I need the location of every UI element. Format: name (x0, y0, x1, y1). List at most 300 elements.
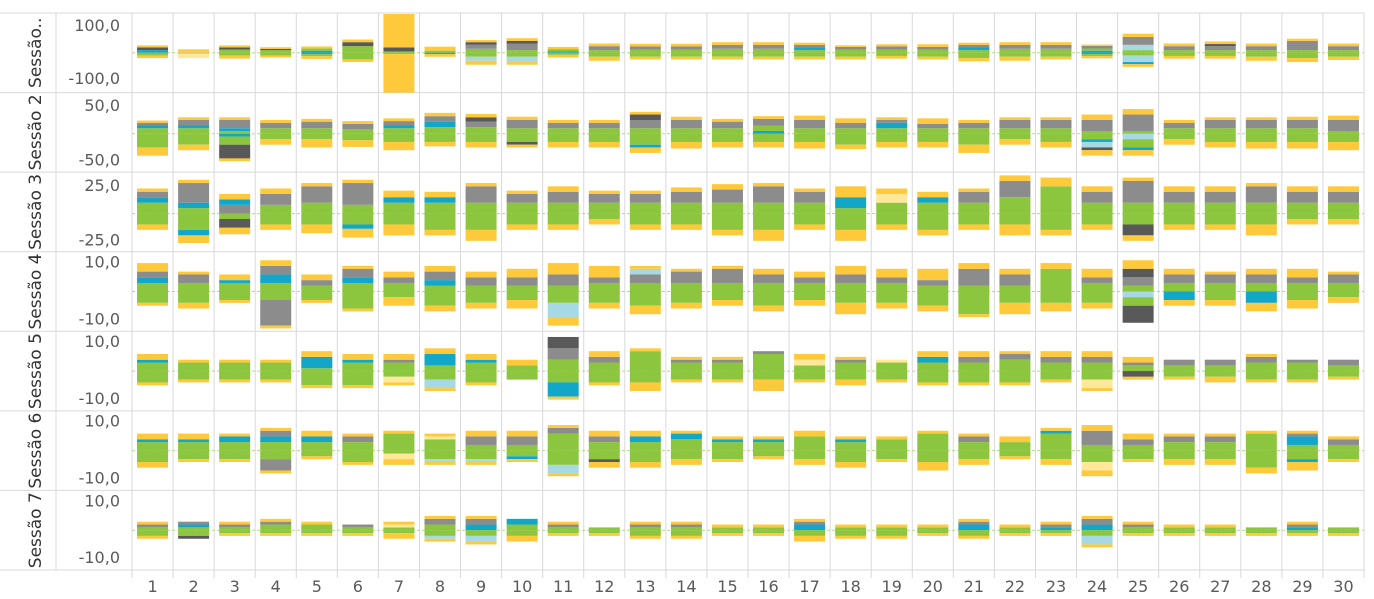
bar-segment (466, 286, 497, 292)
bar-segment (671, 530, 702, 536)
bar-segment (835, 50, 866, 53)
bar-segment (958, 286, 989, 292)
bar-segment (1041, 269, 1072, 292)
bar-segment (301, 119, 332, 122)
bar-segment (548, 525, 579, 528)
bar-segment (425, 525, 456, 531)
bar-segment (342, 436, 373, 442)
bar-segment (1164, 533, 1195, 536)
bar-segment (1246, 134, 1277, 142)
bar-segment (1082, 425, 1113, 431)
bar-segment (630, 120, 661, 128)
bar-segment (1287, 117, 1318, 120)
bar-segment (630, 442, 661, 451)
bar-segment (178, 371, 209, 380)
bar-segment (383, 292, 414, 298)
bar-segment (876, 303, 907, 309)
bar-segment (383, 197, 414, 202)
bar-segment (1205, 120, 1236, 128)
bar-segment (835, 283, 866, 292)
bar-segment (958, 382, 989, 385)
bar-segment (1328, 44, 1359, 47)
bar-segment (137, 382, 168, 385)
bar-segment (260, 50, 291, 53)
bar-segment (137, 354, 168, 360)
bar-segment (219, 134, 250, 137)
y-tick-label: 10,0 (84, 491, 120, 511)
bar-segment (794, 380, 825, 383)
bar-segment (260, 214, 291, 225)
bar-segment (219, 194, 250, 199)
bar-segment (589, 266, 620, 277)
bar-segment (1082, 186, 1113, 191)
bar-segment (1287, 380, 1318, 383)
bar-segment (1164, 530, 1195, 533)
bar-segment (548, 128, 579, 133)
bar-segment (589, 436, 620, 442)
bar-segment (1041, 178, 1072, 187)
bar-segment (1123, 297, 1154, 306)
bar-segment (589, 53, 620, 57)
bar-segment (753, 125, 784, 130)
bar-segment (260, 194, 291, 205)
bar-segment (630, 371, 661, 382)
y-tick-label: -100,0 (68, 68, 120, 88)
bar-segment (589, 214, 620, 219)
bar-segment (1123, 377, 1154, 380)
bar-segment (1123, 434, 1154, 440)
bar-segment (342, 527, 373, 530)
bar-segment (589, 57, 620, 61)
bar-segment (301, 134, 332, 139)
bar-segment (178, 128, 209, 133)
bar-segment (835, 451, 866, 462)
bar-segment (876, 363, 907, 372)
bar-segment (1123, 62, 1154, 64)
bar-segment (425, 280, 456, 286)
x-tick-label: 21 (963, 577, 985, 596)
bar-segment (507, 120, 538, 128)
bar-segment (917, 50, 948, 53)
bar-segment (301, 292, 332, 301)
bar-segment (1287, 192, 1318, 203)
bar-segment (342, 434, 373, 437)
bar-segment (1246, 44, 1277, 47)
bar-segment (1287, 525, 1318, 528)
bar-segment (137, 292, 168, 303)
bar-segment (753, 451, 784, 457)
bar-segment (466, 122, 497, 127)
bar-segment (1328, 120, 1359, 131)
bar-segment (137, 451, 168, 462)
bar-segment (301, 186, 332, 202)
bar-segment (589, 120, 620, 123)
bar-segment (671, 142, 702, 149)
bar-segment (507, 269, 538, 278)
bar-segment (219, 527, 250, 530)
bar-segment (260, 260, 291, 266)
bar-segment (301, 51, 332, 53)
bar-segment (671, 192, 702, 203)
bar-segment (917, 134, 948, 142)
bar-segment (342, 363, 373, 372)
bar-segment (425, 116, 456, 121)
bar-segment (671, 522, 702, 525)
bar-segment (753, 533, 784, 536)
bar-segment (917, 142, 948, 147)
bar-segment (137, 522, 168, 525)
bar-segment (671, 117, 702, 120)
bar-segment (1041, 357, 1072, 363)
bar-segment (589, 530, 620, 533)
bar-segment (1328, 186, 1359, 191)
bar-segment (137, 525, 168, 528)
bar-segment (1123, 530, 1154, 533)
bar-segment (794, 43, 825, 45)
bar-segment (1123, 357, 1154, 363)
bar-segment (507, 62, 538, 65)
bar-segment (342, 40, 373, 43)
y-tick-label: -50,0 (78, 150, 120, 170)
x-tick-label: 6 (352, 577, 363, 596)
bar-segment (260, 459, 291, 470)
bar-segment (1041, 45, 1072, 49)
bar-segment (137, 263, 168, 272)
bar-segment (712, 371, 743, 380)
bar-segment (999, 382, 1030, 385)
bar-segment (917, 214, 948, 230)
bar-segment (1164, 186, 1195, 191)
bar-segment (1287, 363, 1318, 372)
bar-segment (917, 124, 948, 128)
bar-segment (1205, 272, 1236, 275)
x-tick-label: 9 (475, 577, 487, 596)
bar-segment (1041, 363, 1072, 372)
bar-segment (999, 128, 1030, 133)
bar-segment (794, 522, 825, 525)
bar-segment (712, 292, 743, 301)
bar-segment (1246, 120, 1277, 128)
bar-segment (1164, 139, 1195, 144)
bar-segment (958, 263, 989, 269)
bar-segment (466, 303, 497, 309)
bar-segment (794, 142, 825, 149)
bar-segment (466, 462, 497, 465)
bar-segment (630, 50, 661, 53)
bar-segment (876, 371, 907, 380)
bar-segment (753, 306, 784, 312)
row-label: Sessão 7 (26, 492, 46, 569)
bar-segment (999, 354, 1030, 360)
bar-segment (260, 380, 291, 383)
bar-segment (1246, 468, 1277, 474)
bar-segment (219, 50, 250, 53)
bar-segment (876, 530, 907, 536)
bar-segment (1123, 286, 1154, 292)
bar-segment (917, 280, 948, 286)
bar-segment (835, 530, 866, 536)
bar-segment (383, 360, 414, 363)
bar-segment (1328, 371, 1359, 377)
bar-segment (219, 380, 250, 383)
x-tick-label: 30 (1333, 577, 1354, 596)
bar-segment (999, 134, 1030, 139)
bar-segment (1287, 269, 1318, 278)
bar-segment (1287, 451, 1318, 460)
bar-segment (835, 303, 866, 314)
bar-segment (383, 128, 414, 133)
bar-segment (630, 134, 661, 145)
bar-segment (958, 53, 989, 58)
bar-segment (1287, 527, 1318, 530)
bar-segment (835, 214, 866, 230)
bar-segment (917, 363, 948, 372)
bar-segment (383, 525, 414, 528)
bar-segment (671, 46, 702, 49)
bar-segment (1205, 283, 1236, 292)
bar-segment (466, 354, 497, 360)
bar-segment (1123, 150, 1154, 155)
bar-segment (630, 527, 661, 530)
bar-segment (342, 385, 373, 388)
bar-segment (425, 434, 456, 437)
bar-segment (548, 123, 579, 128)
bar-segment (671, 272, 702, 283)
bar-segment (1246, 57, 1277, 61)
bar-segment (671, 187, 702, 191)
bar-segment (1082, 525, 1113, 531)
bar-segment (1164, 525, 1195, 528)
bar-segment (1328, 142, 1359, 150)
bar-segment (301, 371, 332, 385)
bar-segment (1287, 186, 1318, 191)
bar-segment (1246, 183, 1277, 186)
bar-segment (219, 274, 250, 280)
bar-segment (137, 442, 168, 451)
bar-segment (794, 525, 825, 531)
bar-segment (917, 286, 948, 292)
bar-segment (958, 214, 989, 225)
bar-segment (342, 229, 373, 238)
bar-segment (1205, 533, 1236, 536)
bar-segment (1287, 58, 1318, 62)
bar-segment (548, 451, 579, 465)
bar-segment (671, 50, 702, 53)
bar-segment (958, 58, 989, 61)
bar-segment (835, 230, 866, 241)
bar-segment (753, 530, 784, 533)
bar-segment (219, 525, 250, 528)
bar-segment (219, 199, 250, 204)
bar-segment (835, 536, 866, 539)
bar-segment (630, 203, 661, 214)
bar-segment (342, 42, 373, 46)
bar-segment (1205, 214, 1236, 225)
bar-segment (219, 128, 250, 131)
bar-segment (794, 214, 825, 225)
bar-segment (712, 190, 743, 203)
bar-segment (1328, 131, 1359, 134)
bar-segment (383, 51, 414, 52)
bar-segment (1082, 192, 1113, 203)
bar-segment (835, 208, 866, 213)
bar-segment (671, 57, 702, 60)
bar-segment (753, 354, 784, 371)
bar-segment (1041, 371, 1072, 380)
bar-segment (507, 300, 538, 309)
bar-segment (835, 292, 866, 303)
bar-segment (548, 203, 579, 214)
bar-segment (1287, 134, 1318, 142)
bar-segment (219, 228, 250, 235)
bar-segment (425, 536, 456, 539)
bar-segment (466, 360, 497, 363)
bar-segment (137, 45, 168, 47)
bar-segment (630, 536, 661, 539)
bar-segment (301, 522, 332, 525)
bar-segment (1164, 128, 1195, 133)
bar-segment (1123, 439, 1154, 445)
row-label: Sessão 3 (26, 173, 46, 250)
bar-segment (671, 134, 702, 142)
bar-segment (630, 274, 661, 283)
bar-segment (1246, 50, 1277, 53)
bar-segment (507, 214, 538, 225)
bar-segment (383, 382, 414, 385)
bar-segment (383, 224, 414, 235)
bar-segment (712, 436, 743, 439)
bar-segment (794, 53, 825, 57)
bar-segment (1123, 37, 1154, 45)
bar-segment (794, 48, 825, 50)
bar-segment (958, 47, 989, 50)
bar-segment (794, 272, 825, 278)
bar-segment (958, 123, 989, 128)
bar-segment (301, 274, 332, 280)
bar-segment (1123, 292, 1154, 298)
bar-segment (383, 272, 414, 278)
bar-segment (178, 51, 209, 52)
bar-segment (219, 442, 250, 451)
bar-segment (589, 357, 620, 363)
bar-segment (876, 128, 907, 133)
bar-segment (671, 53, 702, 57)
bar-segment (466, 436, 497, 445)
bar-segment (548, 428, 579, 434)
bar-segment (630, 431, 661, 437)
bar-segment (712, 269, 743, 283)
bar-segment (178, 303, 209, 309)
bar-segment (999, 214, 1030, 225)
bar-segment (178, 363, 209, 372)
bar-segment (917, 269, 948, 280)
bar-segment (548, 530, 579, 533)
bar-segment (630, 224, 661, 229)
bar-segment (794, 459, 825, 465)
bar-segment (876, 451, 907, 460)
bar-segment (137, 527, 168, 530)
bar-segment (425, 142, 456, 146)
bar-segment (1041, 451, 1072, 460)
bar-segment (712, 357, 743, 360)
bar-segment (1082, 120, 1113, 131)
bar-segment (753, 45, 784, 49)
bar-segment (1287, 462, 1318, 471)
bar-segment (178, 145, 209, 150)
bar-segment (958, 50, 989, 53)
bar-segment (1082, 46, 1113, 49)
bar-segment (548, 527, 579, 530)
bar-segment (958, 203, 989, 214)
bar-segment (835, 123, 866, 128)
bar-segment (1287, 203, 1318, 214)
bar-segment (712, 527, 743, 530)
bar-segment (1287, 283, 1318, 292)
bar-segment (178, 235, 209, 243)
bar-segment (794, 224, 825, 229)
bar-segment (425, 530, 456, 536)
bar-segment (630, 194, 661, 203)
bar-segment (630, 348, 661, 351)
bar-segment (1082, 471, 1113, 477)
bar-segment (137, 123, 168, 126)
bar-segment (1164, 50, 1195, 53)
x-tick-label: 11 (553, 577, 574, 596)
bar-segment (425, 127, 456, 134)
bar-segment (507, 117, 538, 120)
bar-segment (178, 134, 209, 145)
bar-segment (219, 451, 250, 460)
bar-segment (178, 360, 209, 363)
bar-segment (835, 47, 866, 50)
bar-segment (917, 525, 948, 528)
bar-segment (1041, 128, 1072, 133)
bar-segment (753, 42, 784, 45)
bar-segment (630, 191, 661, 194)
bar-segment (466, 45, 497, 49)
bar-segment (425, 462, 456, 465)
bar-segment (1246, 274, 1277, 283)
bar-segment (712, 439, 743, 442)
bar-segment (1246, 371, 1277, 380)
bar-segment (1328, 297, 1359, 303)
bar-segment (1082, 351, 1113, 357)
bar-segment (507, 53, 538, 57)
bar-segment (466, 142, 497, 147)
bar-segment (260, 224, 291, 229)
bar-segment (589, 128, 620, 133)
row-label: Sessão 4 (26, 253, 46, 330)
bar-segment (1246, 527, 1277, 530)
bar-segment (178, 451, 209, 460)
bar-segment (1205, 203, 1236, 214)
bar-segment (178, 49, 209, 51)
bar-segment (917, 118, 948, 123)
bar-segment (958, 459, 989, 465)
bar-segment (876, 214, 907, 225)
bar-segment (1164, 365, 1195, 371)
bar-segment (1082, 56, 1113, 58)
bar-segment (137, 360, 168, 363)
bar-segment (1041, 434, 1072, 451)
bar-segment (999, 530, 1030, 533)
bar-segment (589, 283, 620, 292)
bar-segment (917, 357, 948, 363)
bar-segment (219, 45, 250, 47)
bar-segment (876, 527, 907, 530)
bar-segment (548, 49, 579, 51)
bar-segment (507, 128, 538, 133)
